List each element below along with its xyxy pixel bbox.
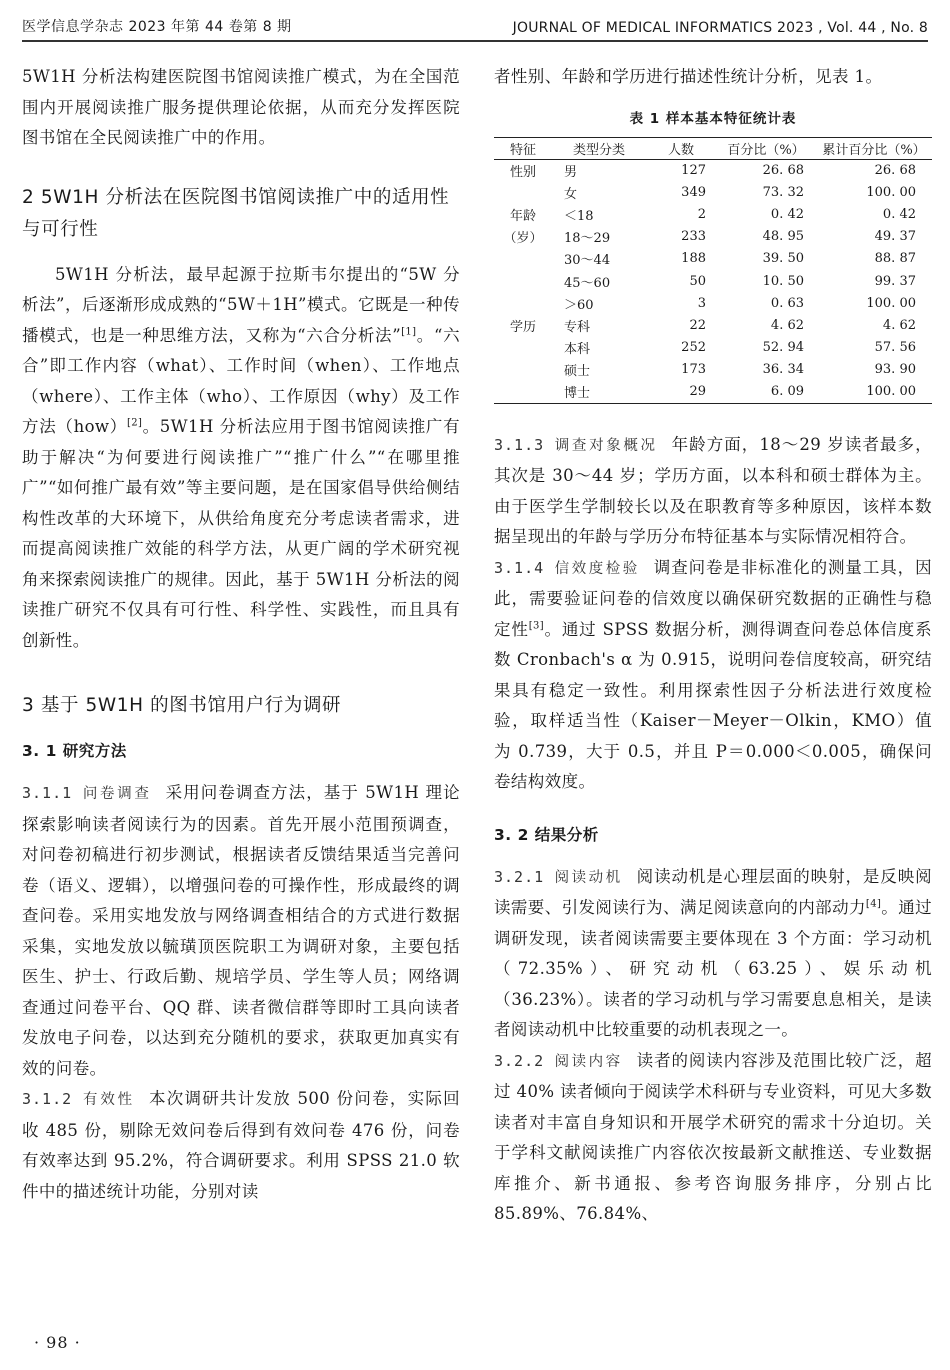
cell-cumulative: 100. 00: [866, 384, 916, 400]
table-row: [494, 359, 932, 381]
cell-category: 本科: [564, 342, 591, 358]
th-percent: 百分比（%）: [716, 137, 816, 159]
cell-percent: 4. 62: [770, 317, 804, 333]
cell-count: 22: [689, 317, 706, 333]
section-3-heading: 3 基于 5W1H 的图书馆用户行为调研: [22, 695, 342, 716]
cell-count: 2: [697, 206, 706, 222]
cell-category: 博士: [564, 386, 591, 402]
cell-percent: 26. 68: [762, 162, 804, 178]
table-row: [494, 226, 932, 248]
cell-cumulative: 93. 90: [874, 362, 916, 378]
cell-feature: [494, 337, 552, 359]
cell-percent: 6. 09: [770, 384, 804, 400]
s314-text-b: 。通过 SPSS 数据分析，测得调查问卷总体信度系数 Cronbach's α 为 0.915，说明问卷信度较高，研究结果具有稳定一致性。利用探索性因子分析法进行效度检验，取样适当性（Kaiser－Meyer－Olkin，KMO）值为 0.739，大于 0.5，并且 P＝0.000＜0.005，确保问卷结构效度。: [494, 619, 932, 792]
section-3-1-2-paragraph: [22, 1084, 460, 1207]
s321-number: 3.2.1: [494, 867, 545, 886]
th-cumulative: 累计百分比（%）: [816, 137, 932, 159]
cell-cumulative: 57. 56: [874, 340, 916, 356]
cell-percent: 10. 50: [762, 273, 804, 289]
table-row: [494, 292, 932, 314]
section-2-paragraph: [22, 260, 460, 657]
s322-title: 阅读内容: [554, 1053, 623, 1070]
s311-text: 采用问卷调查方法，基于 5W1H 理论探索影响读者阅读行为的因素。首先开展小范围预调查，对问卷初稿进行初步测试，根据读者反馈结果适当完善问卷（语义、逻辑），以增强问卷的可操作性，形成最终的调查问卷。采用实地发放与网络调查相结合的方式进行数据采集，实地发放以毓璜顶医院职工为调研对象，主要包括医生、护士、行政后勤、规培学员、学生等人员；网络调查通过问卷平台、QQ 群、读者微信群等即时工具向读者发放电子问卷，以达到充分随机的要求，获取更加真实有效的问卷。: [22, 783, 461, 1078]
cell-category: 硕士: [564, 364, 591, 380]
cell-percent: 73. 32: [762, 184, 804, 200]
left-column: [22, 62, 460, 1207]
s311-title: 问卷调查: [82, 786, 152, 802]
table-header-row: [494, 137, 932, 159]
citation-2: [2]: [126, 417, 143, 429]
header-journal-cn: 医学信息学杂志 2023 年第 44 卷第 8 期: [22, 19, 292, 35]
cell-count: 188: [681, 251, 706, 267]
cell-cumulative: 4. 62: [882, 317, 916, 333]
table-row: [494, 159, 932, 181]
s311-number: 3.1.1: [22, 784, 73, 802]
cell-category: ＜18: [564, 208, 594, 224]
table-row: [494, 270, 932, 292]
cell-cumulative: 100. 00: [866, 184, 916, 200]
s314-title: 信效度检验: [554, 560, 640, 577]
intro-paragraph: 5W1H 分析法构建医院图书馆阅读推广模式，为在全国范围内开展阅读推广服务提供理论依据，从而充分发挥医院图书馆在全民阅读推广中的作用。: [22, 67, 460, 147]
section-2-heading: 2 5W1H 分析法在医院图书馆阅读推广中的适用性与可行性: [22, 186, 450, 240]
cell-percent: 48. 95: [762, 229, 804, 245]
cell-count: 29: [689, 384, 706, 400]
cell-feature: [494, 381, 552, 403]
cell-count: 3: [697, 295, 706, 311]
cell-category: 18～29: [564, 231, 611, 247]
table-row: [494, 203, 932, 225]
cell-feature: [494, 248, 552, 270]
cell-feature: [494, 359, 552, 381]
cell-count: 173: [681, 362, 706, 378]
running-header: [22, 14, 928, 42]
cell-count: 127: [681, 162, 706, 178]
cell-category: 专科: [564, 319, 591, 335]
th-count: 人数: [646, 137, 716, 159]
table-1: [494, 137, 932, 404]
cell-percent: 0. 63: [770, 295, 804, 311]
section-3-2-2-paragraph: [494, 1046, 932, 1230]
table-row: [494, 248, 932, 270]
right-column: [494, 62, 932, 1230]
s313-number: 3.1.3: [494, 435, 545, 454]
table-row: [494, 181, 932, 203]
cell-category: ＞60: [564, 297, 594, 313]
page-number: · 98 ·: [34, 1333, 81, 1352]
table-1-caption: 表 1 样本基本特征统计表: [629, 110, 797, 127]
th-feature: 特征: [494, 137, 552, 159]
table-row: [494, 381, 932, 403]
s312-title: 有效性: [82, 1092, 136, 1108]
cell-cumulative: 26. 68: [874, 162, 916, 178]
cell-percent: 36. 34: [762, 362, 804, 378]
cell-percent: 0. 42: [770, 206, 804, 222]
table-intro-line: 者性别、年龄和学历进行描述性统计分析，见表 1。: [494, 67, 883, 86]
cell-category: 45～60: [564, 275, 611, 291]
s312-number: 3.1.2: [22, 1090, 73, 1108]
cell-feature: 性别: [509, 164, 536, 180]
cell-count: 50: [689, 273, 706, 289]
s314-number: 3.1.4: [494, 558, 545, 577]
s321-title: 阅读动机: [554, 869, 623, 886]
cell-cumulative: 0. 42: [882, 206, 916, 222]
s314-text-a: 调查问卷是非标准化的测量工具，因此，需要验证问卷的信效度以确保研究数据的正确性与稳定性: [494, 557, 932, 639]
cell-cumulative: 99. 37: [874, 273, 916, 289]
sec2-text-c: 。5W1H 分析法应用于图书馆阅读推广有助于解决“为何要进行阅读推广”“推广什么”“在哪里推广”“如何推广最有效”等主要问题，是在国家倡导供给侧结构性改革的大环境下，从供给角度充分考虑读者需求，进而提高阅读推广效能的科学方法，从更广阔的学术研究视角来探索阅读推广的规律。因此，基于 5W1H 分析法的阅读推广研究不仅具有可行性、科学性、实践性，而且具有创新性。: [22, 417, 461, 650]
sec2-text-a: 5W1H 分析法，最早起源于拉斯韦尔提出的“5W 分析法”，后逐渐形成成熟的“5W＋1H”模式。它既是一种传播模式，也是一种思维方法，又称为“六合分析法”: [22, 264, 460, 345]
citation-4: [4]: [865, 898, 882, 910]
cell-feature: 学历: [509, 319, 536, 335]
cell-cumulative: 88. 87: [874, 251, 916, 267]
section-3-1-4-paragraph: [494, 553, 932, 798]
cell-count: 349: [681, 184, 706, 200]
sec2-text-b: 。“六合”即工作内容（what）、工作时间（when）、工作地点（where）、工作主体（who）、工作原因（why）及工作方法（how）: [22, 325, 460, 436]
cell-category: 女: [564, 186, 578, 202]
cell-category: 30～44: [564, 253, 611, 269]
section-3-2-heading: 3. 2 结果分析: [494, 825, 599, 844]
citation-1: [1]: [401, 326, 417, 337]
cell-feature: [494, 181, 552, 203]
cell-cumulative: 49. 37: [874, 229, 916, 245]
section-3-1-1-paragraph: [22, 778, 460, 1084]
citation-3: [3]: [528, 620, 545, 632]
cell-percent: 52. 94: [762, 340, 804, 356]
s313-text: 年龄方面，18～29 岁读者最多，其次是 30～44 岁；学历方面，以本科和硕士群体为主。由于医学生学制较长以及在职教育等多种原因，该样本数据呈现出的年龄与学历分布特征基本与实际情况相符合。: [494, 434, 932, 547]
s313-title: 调查对象概况: [554, 437, 658, 454]
s312-text: 本次调研共计发放 500 份问卷，实际回收 485 份，剔除无效问卷后得到有效问卷 476 份，问卷有效率达到 95.2%，符合调研要求。利用 SPSS 21.0 软件中的描述统计功能，分别对读: [22, 1089, 461, 1201]
s321-text-a: 阅读动机是心理层面的映射，是反映阅读需要、引发阅读行为、满足阅读意向的内部动力: [494, 866, 932, 918]
table-row: [494, 337, 932, 359]
section-3-1-heading: 3. 1 研究方法: [22, 742, 127, 760]
cell-count: 233: [681, 229, 706, 245]
section-3-1-3-paragraph: [494, 430, 932, 553]
cell-count: 252: [681, 340, 706, 356]
s321-text-b: 。通过调研发现，读者阅读需要主要体现在 3 个方面：学习动机（72.35%）、研究动机（63.25）、娱乐动机（36.23%）。读者的学习动机与学习需要息息相关，是读者阅读动机中比较重要的动机表现之一。: [494, 898, 932, 1040]
cell-percent: 39. 50: [762, 251, 804, 267]
header-journal-en: JOURNAL OF MEDICAL INFORMATICS 2023 , Vol. 44 , No. 8: [512, 20, 928, 36]
s322-number: 3.2.2: [494, 1051, 545, 1070]
cell-category: 男: [564, 164, 578, 180]
cell-feature: [494, 270, 552, 292]
cell-cumulative: 100. 00: [866, 295, 916, 311]
table-row: [494, 314, 932, 336]
cell-feature: [494, 292, 552, 314]
cell-feature: 年龄: [509, 208, 536, 224]
section-3-2-1-paragraph: [494, 862, 932, 1046]
s322-text: 读者的阅读内容涉及范围比较广泛，超过 40% 读者倾向于阅读学术科研与专业资料，可见大多数读者对丰富自身知识和开展学术研究的需求十分迫切。关于学科文献阅读推广内容依次按最新文献推送、专业数据库推介、新书通报、参考咨询服务排序，分别占比 85.89%、76.84%、: [494, 1050, 932, 1224]
cell-feature: （岁）: [503, 231, 543, 247]
th-category: 类型分类: [552, 137, 646, 159]
